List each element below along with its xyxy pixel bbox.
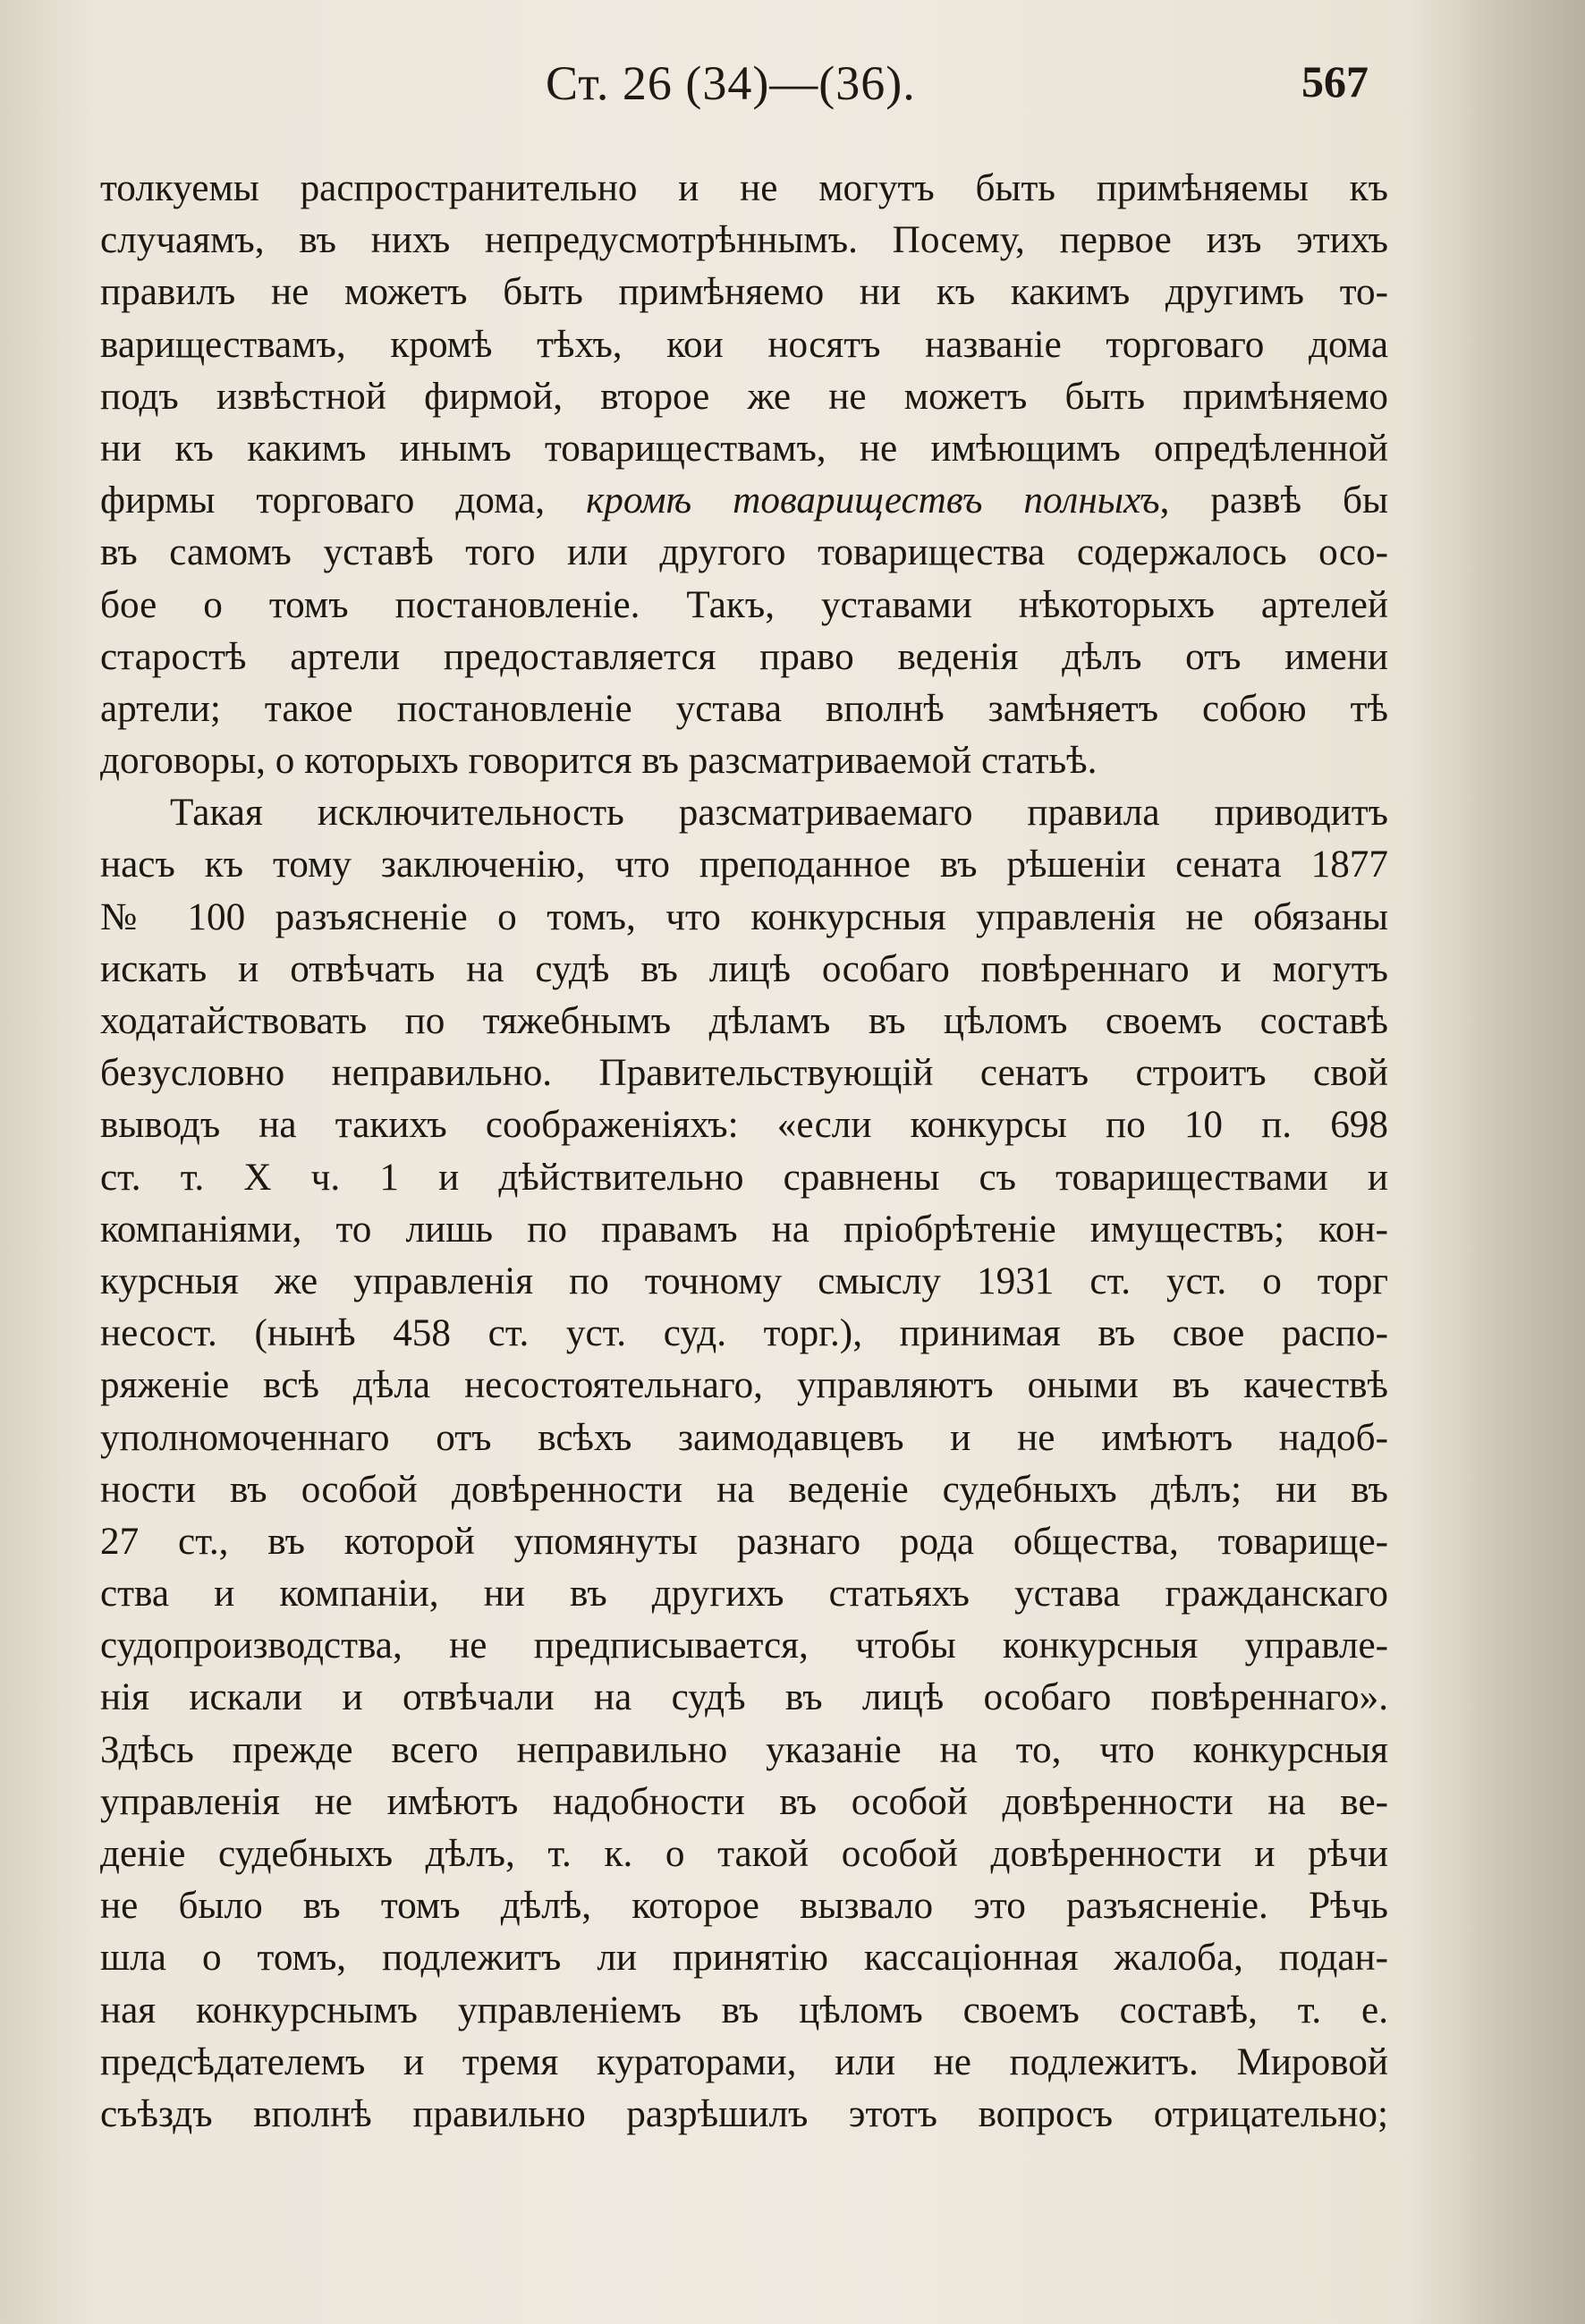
italic-emphasis: кромѣ товариществъ полныхъ xyxy=(586,479,1160,522)
text-line: безусловно неправильно. Правительствующій сенатъ строитъ свой xyxy=(100,1052,1388,1095)
text-line: 27 ст., въ которой упомянуты разнаго рода общества, товарище- xyxy=(100,1520,1388,1563)
text-line xyxy=(100,475,1388,527)
text-line: артели; такое постановленіе устава вполнѣ замѣняетъ собою тѣ xyxy=(100,687,1388,730)
text-line: не было въ томъ дѣлѣ, которое вызвало это разъясненіе. Рѣчь xyxy=(100,1885,1388,1928)
text-line: бое о томъ постановленіе. Такъ, уставами нѣкоторыхъ артелей xyxy=(100,583,1388,626)
text-line: предсѣдателемъ и тремя кураторами, или не подлежитъ. Мировой xyxy=(100,2040,1388,2083)
text-line: шла о томъ, подлежитъ ли принятію кассаціонная жалоба, подан- xyxy=(100,1937,1388,1980)
text-line: въ самомъ уставѣ того или другого товарищества содержалось осо- xyxy=(100,531,1388,574)
text-line: старостѣ артели предоставляется право веденія дѣлъ отъ имени xyxy=(100,635,1388,678)
text-line: деніе судебныхъ дѣлъ, т. к. о такой особой довѣренности и рѣчи xyxy=(100,1833,1388,1875)
text-line: вариществамъ, кромѣ тѣхъ, кои носятъ названіе торговаго дома xyxy=(100,323,1388,366)
text-line: компаніями, то лишь по правамъ на пріобрѣтеніе имуществъ; кон- xyxy=(100,1208,1388,1251)
text-line: нія искали и отвѣчали на судѣ въ лицѣ особаго повѣреннаго». xyxy=(100,1676,1388,1719)
text-line: подъ извѣстной фирмой, второе же не можетъ быть примѣняемо xyxy=(100,375,1388,418)
text-run: фирмы торговаго дома, xyxy=(100,479,587,522)
text-line: ни къ какимъ инымъ товариществамъ, не имѣющимъ опредѣленной xyxy=(100,427,1388,470)
text-line: ности въ особой довѣренности на веденіе судебныхъ дѣлъ; ни въ xyxy=(100,1468,1388,1511)
text-line: судопроизводства, не предписывается, чтобы конкурсныя управле- xyxy=(100,1624,1388,1667)
text-line: насъ къ тому заключенію, что преподанное въ рѣшеніи сената 1877 xyxy=(100,844,1388,886)
text-line: ряженіе всѣ дѣла несостоятельнаго, управляютъ оными въ качествѣ xyxy=(100,1364,1388,1407)
text-line: Здѣсь прежде всего неправильно указаніе на то, что конкурсныя xyxy=(100,1728,1388,1771)
header-title: Ст. 26 (34)—(36). xyxy=(546,56,916,110)
text-line: искать и отвѣчать на судѣ въ лицѣ особаго повѣреннаго и могутъ xyxy=(100,947,1388,990)
page-number: 567 xyxy=(1301,56,1369,106)
text-line: ст. т. X ч. 1 и дѣйствительно сравнены съ товариществами и xyxy=(100,1156,1388,1199)
body-text xyxy=(100,163,1388,2141)
text-line: ходатайствовать по тяжебнымъ дѣламъ въ цѣломъ своемъ составѣ xyxy=(100,1000,1388,1042)
text-line: уполномоченнаго отъ всѣхъ заимодавцевъ и не имѣютъ надоб- xyxy=(100,1416,1388,1459)
text-line: курсныя же управленія по точному смыслу 1931 ст. уст. о торг xyxy=(100,1260,1388,1302)
text-run: , развѣ бы xyxy=(1159,479,1389,522)
text-line: договоры, о которыхъ говорится въ разсматриваемой статьѣ. xyxy=(100,740,1098,783)
text-line: выводъ на такихъ соображеніяхъ: «если конкурсы по 10 п. 698 xyxy=(100,1104,1388,1147)
text-line: ная конкурснымъ управленіемъ въ цѣломъ своемъ составѣ, т. е. xyxy=(100,1989,1388,2031)
text-line: правилъ не можетъ быть примѣняемо ни къ какимъ другимъ то- xyxy=(100,271,1388,314)
text-line: ства и компаніи, ни въ другихъ статьяхъ устава гражданскаго xyxy=(100,1573,1388,1616)
text-line: несост. (нынѣ 458 ст. уст. суд. торг.), принимая въ свое распо- xyxy=(100,1312,1388,1355)
text-line: толкуемы распространительно и не могутъ быть примѣняемы къ xyxy=(100,167,1388,209)
text-line: № 100 разъясненіе о томъ, что конкурсныя управленія не обязаны xyxy=(100,895,1388,938)
page-gutter-shadow xyxy=(1406,0,1585,2324)
text-line: случаямъ, въ нихъ непредусмотрѣннымъ. Посему, первое изъ этихъ xyxy=(100,219,1388,262)
text-line: управленія не имѣютъ надобности въ особой довѣренности на ве- xyxy=(100,1780,1388,1823)
running-header xyxy=(0,55,1585,118)
text-line: Такая исключительность разсматриваемаго правила приводитъ xyxy=(170,792,1388,835)
text-line: съѣздъ вполнѣ правильно разрѣшилъ этотъ вопросъ отрицательно; xyxy=(100,2092,1388,2135)
